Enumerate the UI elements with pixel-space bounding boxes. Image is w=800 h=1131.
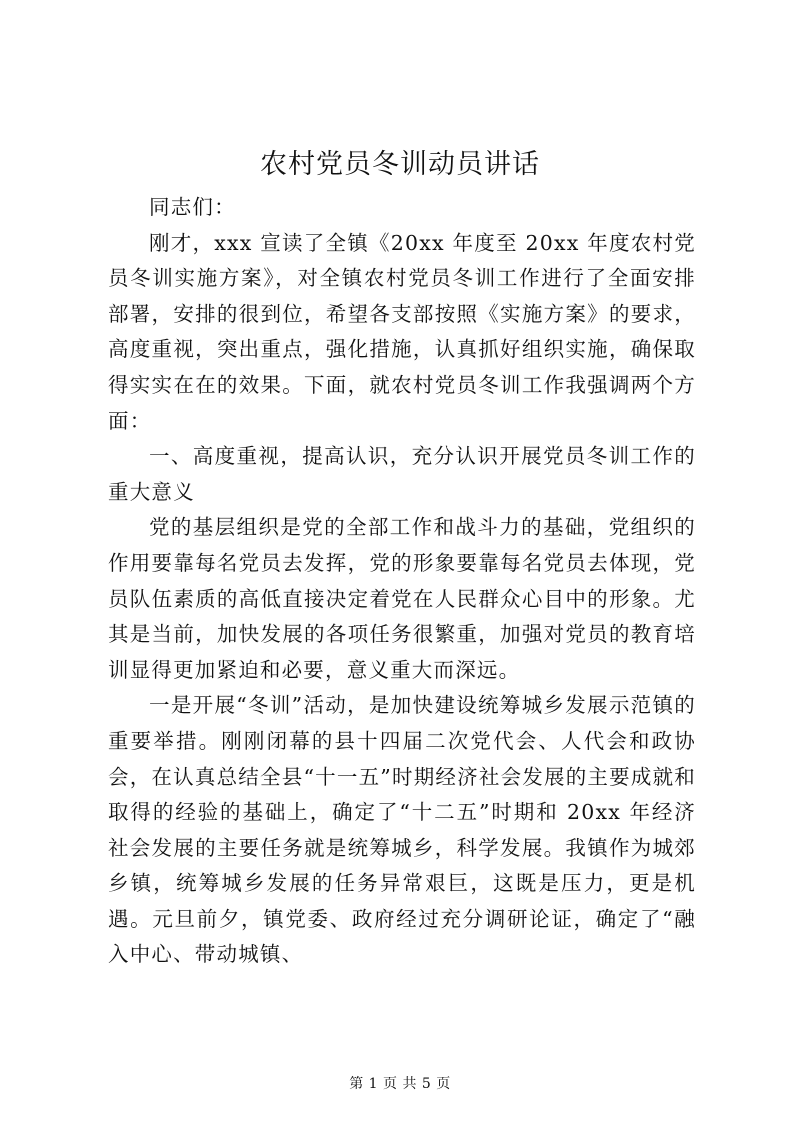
paragraph-heading-1: 一、高度重视，提高认识，充分认识开展党员冬训工作的重大意义 bbox=[108, 444, 696, 504]
paragraph-salutation: 同志们： bbox=[149, 195, 236, 219]
paragraph-intro: 刚才，xxx 宣读了全镇《20xx 年度至 20xx 年度农村党员冬训实施方案》，对全镇农村党员冬训工作进行了全面安排部署，安排的很到位，希望各支部按照《实施方案》的要求，高度重视，突出重点，强化措施，认真抓好组织实施，确保取得实实在在的效果。下面，就农村党员冬训工作我强调两个方面： bbox=[108, 230, 696, 433]
page-footer: 第 1 页 共 5 页 bbox=[349, 1076, 451, 1092]
paragraph-basis: 党的基层组织是党的全部工作和战斗力的基础，党组织的作用要靠每名党员去发挥，党的形象要靠每名党员去体现，党员队伍素质的高低直接决定着党在人民群众心目中的形象。尤其是当前，加快发展的各项任务很繁重，加强对党员的教育培训显得更加紧迫和必要，意义重大而深远。 bbox=[108, 515, 696, 682]
document-title: 农村党员冬训动员讲话 bbox=[260, 149, 540, 180]
paragraph-point-1: 一是开展“冬训”活动，是加快建设统筹城乡发展示范镇的重要举措。刚刚闭幕的县十四届二次党代会、人代会和政协会，在认真总结全县“十一五”时期经济社会发展的主要成就和取得的经验的基础上，确定了“十二五”时期和 20xx 年经济社会发展的主要任务就是统筹城乡，科学发展。我镇作为城郊乡镇，统筹城乡发展的任务异常艰巨，这既是压力，更是机遇。元旦前夕，镇党委、政府经过充分调研论证，确定了“融入中心、带动城镇、 bbox=[108, 693, 696, 967]
document-body bbox=[108, 190, 696, 973]
